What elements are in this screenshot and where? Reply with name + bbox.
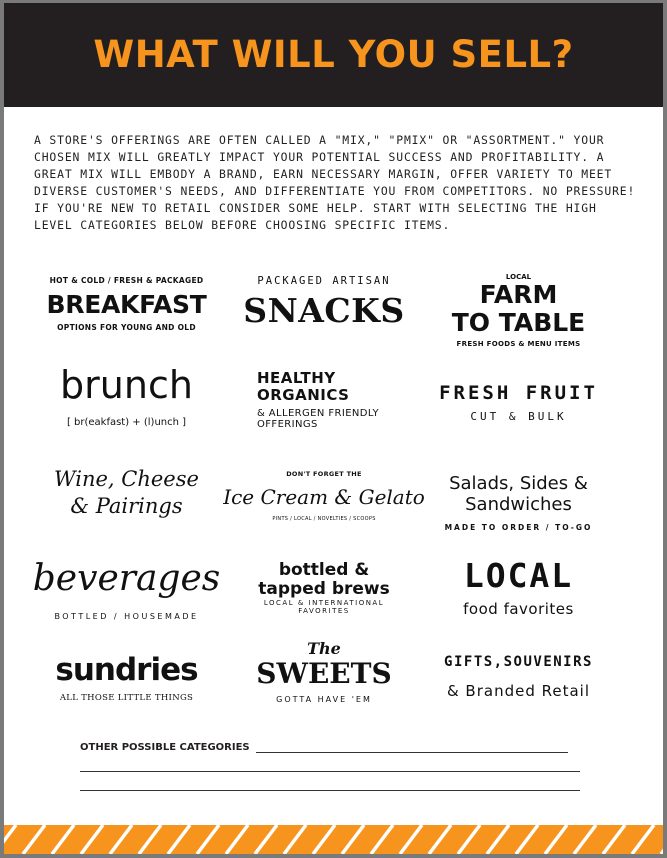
category-snacks[interactable] [224,275,424,330]
title-banner [4,3,663,107]
category-salads-sides[interactable] [416,473,621,532]
category-beverages[interactable] [24,558,229,621]
gifts-title: GIFTS,SOUVENIRS [444,654,593,670]
brunch-title: brunch [60,363,193,407]
organics-subtitle-line2: OFFERINGS [257,419,318,430]
breakfast-subtitle: OPTIONS FOR YOUNG AND OLD [57,323,196,332]
organics-title-line1: HEALTHY [257,369,336,387]
icecream-title: Ice Cream & Gelato [223,485,425,509]
category-brunch[interactable] [24,363,229,428]
fruit-subtitle: CUT & BULK [470,410,567,423]
category-farm-to-table[interactable] [416,273,621,348]
zigzag-decoration [4,825,663,854]
brews-subtitle-line2: FAVORITES [298,607,350,615]
brews-title-line2: tapped brews [258,579,390,599]
organics-subtitle-line1: & ALLERGEN FRIENDLY [257,408,380,419]
salads-title-line2: Sandwiches [465,494,572,515]
category-local-favorites[interactable] [416,556,621,618]
brunch-subtitle: [ br(eakfast) + (l)unch ] [66,417,187,428]
sweets-title: SWEETS [256,657,392,690]
brews-title-line1: bottled & [278,560,370,580]
intro-paragraph: A STORE'S OFFERINGS ARE OFTEN CALLED A "MIX," "PMIX" OR "ASSORTMENT." YOUR CHOSEN MIX WILL GREATLY IMPACT YOUR POTENTIAL SUCCESS AND PROFITABILITY. A GREAT MIX WILL EMBODY A BRAND, EARN NECESSARY MARGIN, OFFER VARIETY TO MEET DIVERSE CUSTOMER'S NEEDS, AND DIFFERENTIATE YOU FROM COMPETITORS. NO PRESSURE! IF YOU'RE NEW TO RETAIL CONSIDER SOME HELP. START WITH SELECTING THE HIGH LEVEL CATEGORIES BELOW BEFORE CHOOSING SPECIFIC ITEMS. [34,133,636,232]
snacks-pretitle: PACKAGED ARTISAN [257,275,391,287]
write-in-line-3[interactable] [80,790,580,791]
breakfast-pretitle: HOT & COLD / FRESH & PACKAGED [49,276,204,285]
fruit-title: FRESH FRUIT [439,382,598,404]
category-bottled-brews[interactable] [219,561,429,615]
icecream-pretitle: DON'T FORGET THE [286,470,362,478]
sundries-title: sundries [55,652,198,688]
footer-pattern [4,825,663,854]
other-categories-blank[interactable] [256,752,568,753]
write-in-line-2[interactable] [80,771,580,772]
category-healthy-organics[interactable] [257,370,427,430]
icecream-subtitle: PINTS / LOCAL / NOVELTIES / SCOOPS [272,516,376,522]
category-the-sweets[interactable] [219,640,429,704]
local-title: LOCAL [463,556,574,595]
category-sundries[interactable] [24,651,229,703]
category-gifts-souvenirs[interactable] [416,654,621,700]
salads-title-line1: Salads, Sides & [449,473,588,494]
sweets-pretitle: The [307,639,341,658]
snacks-title: SNACKS [243,291,405,330]
farm-subtitle: FRESH FOODS & MENU ITEMS [456,340,581,348]
brews-subtitle-line1: LOCAL & INTERNATIONAL [263,599,385,607]
worksheet-page [4,3,663,854]
sundries-subtitle: ALL THOSE LITTLE THINGS [59,693,194,703]
other-categories-row [80,742,580,753]
beverages-title: beverages [32,558,221,599]
sweets-subtitle: GOTTA HAVE 'EM [276,695,372,704]
wine-title-line2: & Pairings [70,494,183,518]
farm-title-line2: TO TABLE [451,308,586,337]
page-title: WHAT WILL YOU SELL? [93,33,574,76]
salads-subtitle: MADE TO ORDER / TO-GO [444,523,593,532]
local-subtitle: food favorites [463,600,574,618]
farm-pretitle: LOCAL [505,273,532,281]
category-breakfast[interactable] [24,276,229,332]
category-ice-cream[interactable] [219,470,429,522]
farm-title-line1: FARM [479,280,558,309]
wine-title-line1: Wine, Cheese [54,467,199,491]
category-fresh-fruit[interactable] [416,382,621,423]
organics-title-line2: ORGANICS [257,386,350,404]
gifts-subtitle: & Branded Retail [446,682,591,700]
other-categories-label: OTHER POSSIBLE CATEGORIES [80,742,250,753]
category-wine-cheese[interactable] [24,466,229,520]
breakfast-title: BREAKFAST [46,290,207,319]
beverages-subtitle: BOTTLED / HOUSEMADE [54,612,199,621]
